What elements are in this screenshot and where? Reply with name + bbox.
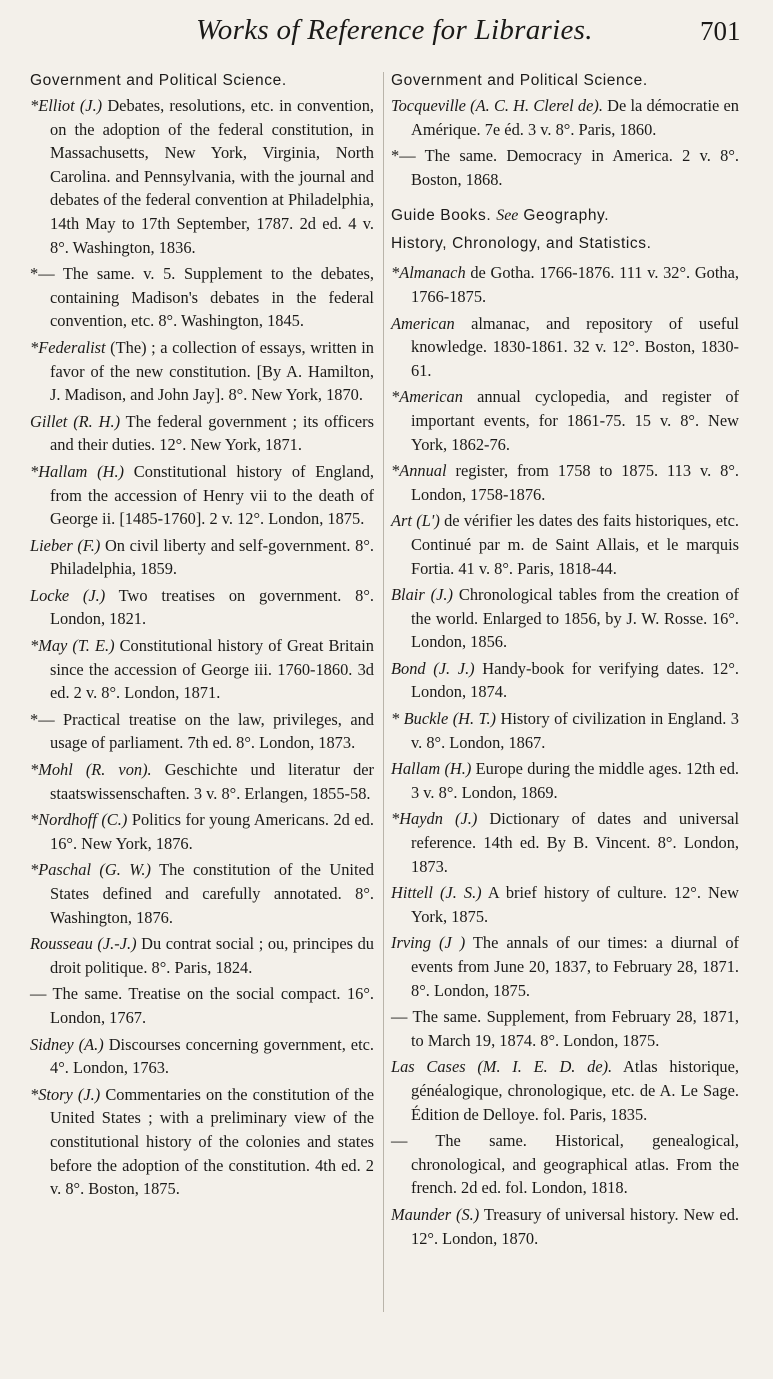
entry-text: — The same. Historical, genealogical, chronological, and geographical atlas. From the french. 2d ed. fol. London, 1818. [391, 1131, 739, 1198]
entry-text: Debates, resolutions, etc. in convention, on the adoption of the federal constitution, in Massachusetts, New York, Virginia, North Carolina. and Pennsylvania, with the journal and debates of the federal convention at Philadelphia, 14th May to 17th September, 1787. 2d ed. 4 v. 8°. Washington, 1836. [50, 96, 374, 257]
entry-author: *Haydn (J.) [391, 809, 478, 829]
entry-text: — The same. Treatise on the social compact. 16°. London, 1767. [30, 984, 374, 1027]
entry-text: *— The same. Democracy in America. 2 v. 8°. Boston, 1868. [391, 146, 739, 189]
entry-text: The constitution of the United States defined and carefully annotated. 8°. Washington, 1876. [50, 860, 374, 927]
entry-text: Geschichte und literatur der staatswissenschaften. 3 v. 8°. Erlangen, 1855-58. [50, 760, 374, 803]
entry-author: Tocqueville (A. C. H. Clerel de). [391, 96, 603, 115]
see-reference-link[interactable]: Geography. [523, 207, 610, 225]
entry-author: Hallam (H.) [391, 759, 472, 779]
bibliography-entry [391, 94, 739, 141]
bibliography-entry [30, 708, 374, 755]
entry-text: Atlas historique, généalogique, chronologique, etc. de A. Le Sage. Édition de Delloye. fol. Paris, 1835. [411, 1057, 739, 1124]
entry-text: Dictionary of dates and universal reference. 14th ed. By B. Vincent. 8°. London, 1873. [411, 809, 739, 876]
bibliography-entry [391, 1129, 739, 1200]
entry-text: register, from 1758 to 1875. 113 v. 8°. London, 1758-1876. [411, 461, 739, 504]
entry-author: Blair (J.) [391, 585, 453, 605]
entry-text: Commentaries on the constitution of the United States ; with a preliminary view of the constitutional history of the colonies and states before the adoption of the constitution. 4th ed. 2 v. 8°. Boston, 1875. [50, 1084, 374, 1199]
entry-text: Du contrat social ; ou, principes du droit politique. 8°. Paris, 1824. [50, 934, 374, 977]
running-head [0, 14, 773, 54]
bibliography-entry [391, 385, 739, 456]
entry-text: *— Practical treatise on the law, privileges, and usage of parliament. 7th ed. 8°. London, 1873. [30, 709, 374, 753]
bibliography-entry [30, 982, 374, 1029]
entry-author: Locke (J.) [30, 585, 106, 605]
running-title: Works of Reference for Libraries. [196, 14, 593, 46]
entry-author: Irving (J ) [391, 933, 466, 953]
entry-text: (The) ; a collection of essays, written in favor of the new constitution. [By A. Hamilton, J. Madison, and John Jay]. 8°. New York, 1870. [50, 337, 374, 405]
bibliography-entry [391, 1005, 739, 1052]
entry-author: Hittell (J. S.) [391, 883, 482, 903]
entry-text: Politics for young Americans. 2d ed. 16°. New York, 1876. [50, 810, 374, 853]
bibliography-entry [30, 634, 374, 705]
bibliography-entry [391, 757, 739, 804]
entry-text: De la démocratie en Amérique. 7e éd. 3 v. 8°. Paris, 1860. [411, 96, 739, 139]
left-entry-list [30, 94, 374, 1201]
bibliography-entry [391, 807, 739, 878]
bibliography-entry [391, 261, 739, 308]
entry-text: The annals of our times: a diurnal of events from June 20, 1837, to February 28, 1871. 8°. London, 1875. [411, 933, 739, 1000]
entry-author: *Mohl (R. von). [30, 760, 152, 780]
page-number: 701 [700, 16, 741, 46]
entry-text: On civil liberty and self-government. 8°. Philadelphia, 1859. [50, 535, 374, 579]
entry-author: Rousseau (J.-J.) [30, 934, 137, 954]
section-heading-history: History, Chronology, and Statistics. [391, 235, 652, 253]
entry-text: A brief history of culture. 12°. New York, 1875. [411, 883, 739, 926]
right-column [391, 70, 739, 1253]
entry-text: Europe during the middle ages. 12th ed. 3 v. 8°. London, 1869. [411, 759, 739, 802]
entry-author: *Nordhoff (C.) [30, 810, 128, 830]
entry-text: de Gotha. 1766-1876. 111 v. 32°. Gotha, 1766-1875. [411, 263, 739, 306]
entry-text: Two treatises on government. 8°. London, 1821. [50, 585, 374, 629]
entry-author: *Elliot (J.) [30, 96, 103, 115]
entry-text: Treasury of universal history. New ed. 12°. London, 1870. [411, 1204, 739, 1248]
bibliography-entry [391, 707, 739, 754]
bibliography-entry [391, 144, 739, 191]
history-entry-list [391, 261, 739, 1250]
entry-author: *May (T. E.) [30, 636, 115, 656]
entry-text: Discourses concerning government, etc. 4°. London, 1763. [50, 1034, 374, 1078]
entry-author: Gillet (R. H.) [30, 411, 121, 431]
bibliography-entry [391, 931, 739, 1002]
entry-text: — The same. Supplement, from February 28, 1871, to March 19, 1874. 8°. London, 1875. [391, 1007, 739, 1050]
column-divider [383, 72, 384, 1312]
bibliography-entry [30, 858, 374, 929]
entry-author: *Annual [391, 461, 447, 481]
bibliography-entry [391, 1203, 739, 1250]
bibliography-entry [30, 262, 374, 333]
entry-text: Constitutional history of Great Britain since the accession of George iii. 1760-1860. 3d ed. 2 v. 8°. London, 1871. [50, 636, 374, 703]
entry-author: *Story (J.) [30, 1084, 101, 1104]
entry-author: * Buckle (H. T.) [391, 709, 497, 729]
entry-text: History of civilization in England. 3 v. 8°. London, 1867. [411, 709, 740, 752]
entry-author: *Hallam (H.) [30, 461, 125, 481]
entry-author: *Almanach [391, 263, 466, 283]
section-heading-government-continued: Government and Political Science. [391, 72, 648, 89]
entry-author: Art (L') [391, 511, 440, 531]
entry-author: American [391, 313, 455, 333]
bibliography-entry [30, 758, 374, 805]
entry-text: Handy-book for verifying dates. 12°. London, 1874. [411, 658, 739, 702]
bibliography-entry [30, 1033, 374, 1080]
bibliography-entry [30, 94, 374, 259]
bibliography-entry [391, 459, 739, 506]
left-column [30, 70, 374, 1204]
section-heading-guide-books [391, 205, 739, 227]
bibliography-entry [30, 336, 374, 407]
section-heading-government: Government and Political Science. [30, 72, 287, 89]
bibliography-entry [391, 583, 739, 654]
bibliography-entry [30, 410, 374, 457]
guide-books-label: Guide Books. [391, 207, 492, 225]
bibliography-entry [391, 312, 739, 383]
entry-text: de vérifier les dates des faits historiques, etc. Continué par m. de Saint Allais, et le marquis Fortia. 41 v. 8°. Paris, 1818-44. [411, 511, 739, 578]
entry-author: Sidney (A.) [30, 1034, 104, 1054]
entry-author: Maunder (S.) [391, 1204, 480, 1224]
bibliography-entry [30, 584, 374, 631]
bibliography-entry [30, 808, 374, 855]
entry-text: *— The same. v. 5. Supplement to the debates, containing Madison's debates in the federal convention, etc. 8°. Washington, 1845. [30, 264, 374, 331]
see-reference-label: See [496, 207, 519, 225]
entry-author: *Paschal (G. W.) [30, 860, 151, 880]
bibliography-entry [30, 534, 374, 581]
entry-text: The federal government ; its officers and their duties. 12°. New York, 1871. [50, 411, 374, 455]
entry-author: *American [391, 387, 463, 407]
bibliography-entry [391, 657, 739, 704]
bibliography-entry [30, 460, 374, 531]
entry-text: almanac, and repository of useful knowledge. 1830-1861. 32 v. 12°. Boston, 1830-61. [411, 313, 739, 380]
right-entry-list [391, 94, 739, 191]
bibliography-entry [391, 881, 739, 928]
bibliography-entry [30, 932, 374, 979]
bibliography-entry [391, 509, 739, 580]
entry-text: annual cyclopedia, and register of important events, for 1861-75. 15 v. 8°. New York, 1862-76. [411, 387, 739, 454]
entry-author: Las Cases (M. I. E. D. de). [391, 1057, 613, 1077]
entry-text: Chronological tables from the creation of the world. Enlarged to 1856, by J. W. Rosse. 16°. London, 1856. [411, 585, 739, 652]
entry-author: Lieber (F.) [30, 535, 101, 555]
entry-author: Bond (J. J.) [391, 658, 475, 678]
bibliography-entry [30, 1083, 374, 1201]
bibliography-entry [391, 1055, 739, 1126]
entry-author: *Federalist [30, 337, 106, 357]
entry-text: Constitutional history of England, from the accession of Henry vii to the death of George ii. [1485-1760]. 2 v. 12°. London, 1875. [50, 461, 374, 529]
